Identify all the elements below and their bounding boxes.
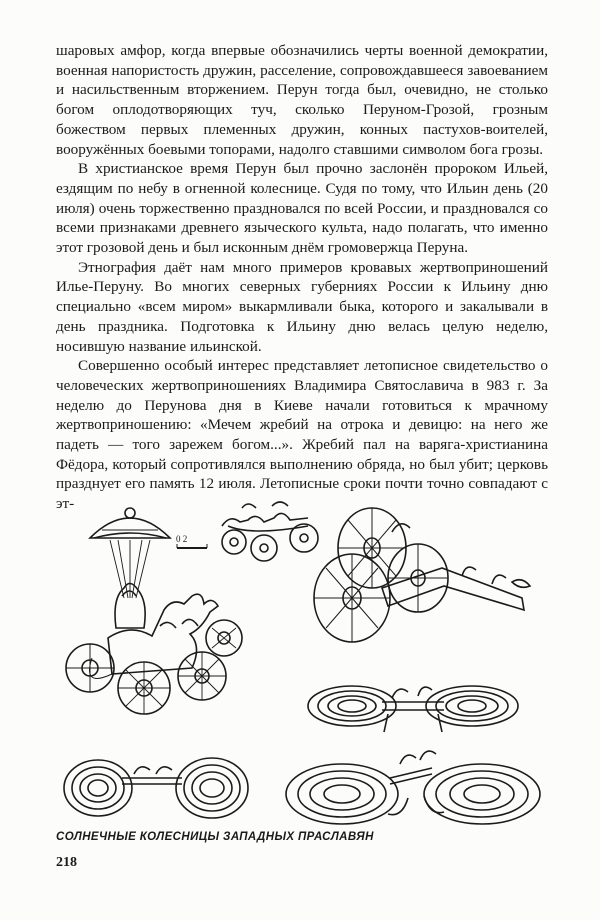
- chariots-illustration: [52, 478, 552, 828]
- page-number: 218: [56, 855, 77, 870]
- body-text: [56, 41, 548, 514]
- scale-bar: [176, 534, 207, 548]
- scale-label: 0 2: [176, 534, 188, 544]
- cult-chariot-figure: [66, 508, 242, 714]
- large-wheeled-wagon: [314, 508, 530, 642]
- paragraph-3: Этнография даёт нам много примеров кровавых жертвоприношений Илье-Перуну. Во многих северных губерниях России к Ильину дню специально «всем миром» выкармливали быка, которого и закалывали в день праздника. Подготовка к Ильину дню велась целую неделю, носившую название ильинской.: [56, 258, 548, 355]
- paragraph-1: шаровых амфор, когда впервые обозначились черты военной демократии, военная напористость дружин, расселение, сопровождавшееся завоеванием и насильственным вторжением. Перун тогда был, очевидно, не столько богом оплодотворяющих туч, сколько Перуном-Грозой, грозным божеством первых племенных дружин, конных пастухов-воителей, вооружённых боевыми топорами, надолго ставшими символом бога грозы.: [56, 42, 548, 158]
- spiral-brooch-c: [286, 751, 540, 824]
- spiral-brooch-a: [308, 686, 518, 732]
- paragraph-2: В христианское время Перун был прочно заслонён пророком Ильей, ездящим по небу в огненной колеснице. Судя по тому, что Ильин день (20 июля) очень торжественно праздновался по всей России, и праздновался со всеми признаками древнего языческого культа, надо полагать, что именно этот грозовой день и был исконным днём громовержца Перуна.: [56, 160, 548, 257]
- paragraph-4: Совершенно особый интерес представляет летописное свидетельство о человеческих жертвоприношениях Владимира Святославича в 983 г. За неделю до Перунова дня в Киеве начали готовиться к мрачному жертвоприношению: «Мечем жребий на отрока и девицю: на него же падеть — того зарежем богом...». Жребий пал на варяга-христианина Фёдора, который сопротивлялся выполнению обряда, но был убит; церковь празднует его память 12 июля. Летописные сроки почти точно совпадают с эт-: [56, 357, 548, 513]
- spiral-brooch-b: [64, 758, 248, 818]
- figure-caption: СОЛНЕЧНЫЕ КОЛЕСНИЦЫ ЗАПАДНЫХ ПРАСЛАВЯН: [56, 831, 374, 843]
- bird-cart-small: [222, 502, 318, 561]
